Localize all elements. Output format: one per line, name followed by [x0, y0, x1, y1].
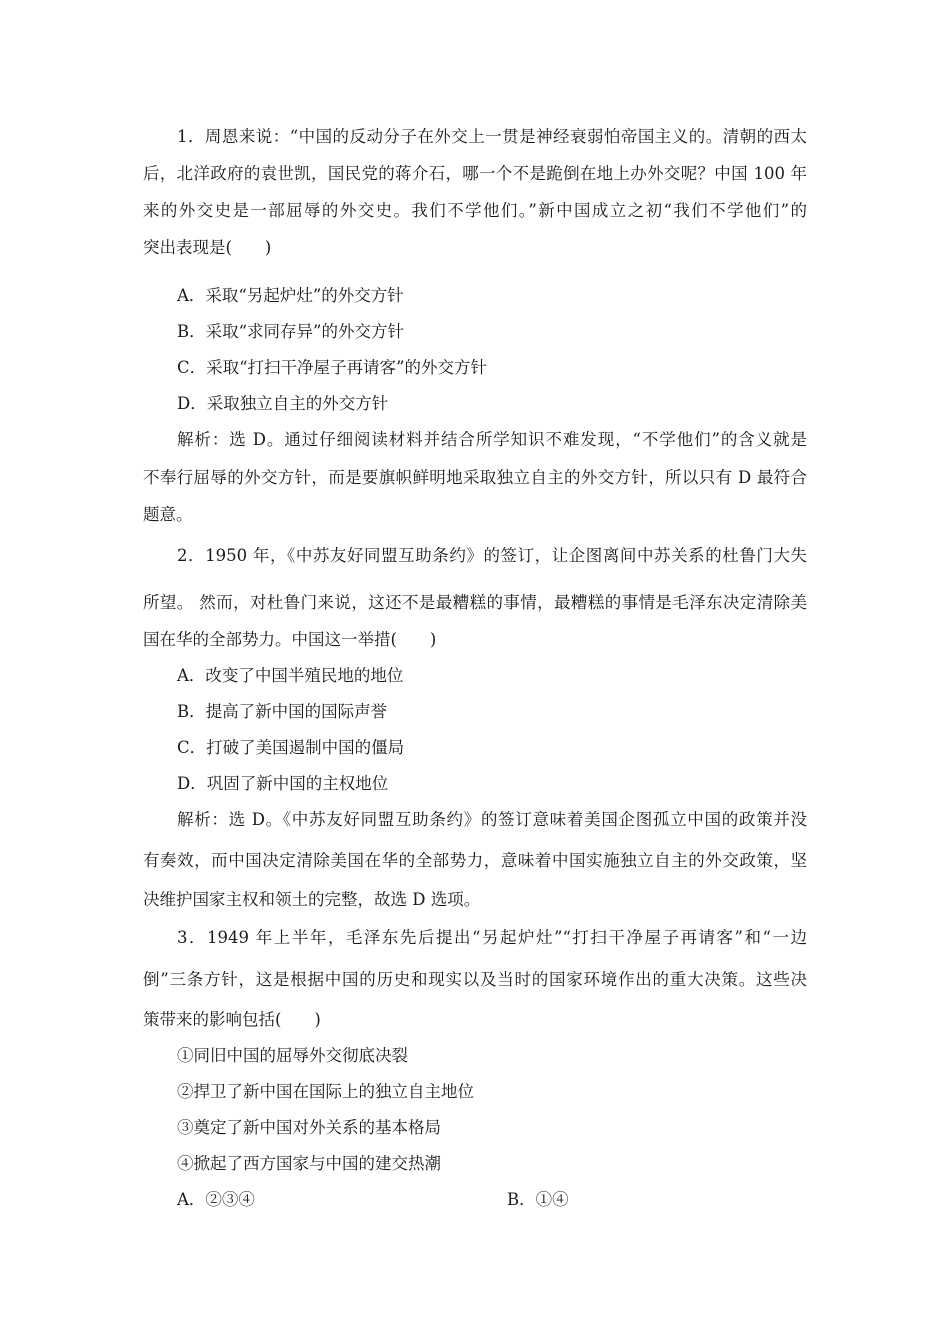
q2-option-c: C．打破了美国遏制中国的僵局 [177, 738, 405, 757]
q3-stem-line-3: 策带来的影响包括( ) [143, 1010, 321, 1029]
q2-stem-line-3: 国在华的全部势力。中国这一举措( ) [143, 630, 437, 649]
q3-item-2: ②捍卫了新中国在国际上的独立自主地位 [177, 1082, 474, 1101]
q1-stem-line-3: 来的外交史是一部屈辱的外交史。我们不学他们。”新中国成立之初“我们不学他们”的 [143, 201, 807, 220]
q1-stem-line-2: 后，北洋政府的袁世凯，国民党的蒋介石，哪一个不是跪倒在地上办外交呢？中国 100 年 [143, 164, 807, 183]
q1-option-a: A．采取“另起炉灶”的外交方针 [177, 286, 404, 305]
q3-item-3: ③奠定了新中国对外关系的基本格局 [177, 1118, 441, 1137]
q3-option-b: B．①④ [507, 1190, 569, 1209]
q2-stem-line-2: 所望。 然而，对杜鲁门来说，这还不是最糟糕的事情，最糟糕的事情是毛泽东决定清除美 [143, 593, 807, 612]
q2-analysis-line-2: 有奏效，而中国决定清除美国在华的全部势力，意味着中国实施独立自主的外交政策，坚 [143, 851, 807, 870]
q2-option-a: A．改变了中国半殖民地的地位 [177, 666, 404, 685]
q2-option-b: B．提高了新中国的国际声誉 [177, 702, 388, 721]
q1-option-d: D．采取独立自主的外交方针 [177, 394, 389, 413]
q3-stem-line-1: 3．1949 年上半年，毛泽东先后提出“另起炉灶”“打扫干净屋子再请客”和“一边 [177, 928, 807, 947]
q1-stem-line-4: 突出表现是( ) [143, 238, 272, 257]
q2-option-d: D．巩固了新中国的主权地位 [177, 774, 389, 793]
q2-stem-line-1: 2．1950 年，《中苏友好同盟互助条约》的签订，让企图离间中苏关系的杜鲁门大失 [177, 546, 807, 565]
q3-item-4: ④掀起了西方国家与中国的建交热潮 [177, 1154, 441, 1173]
q2-analysis-line-1: 解析：选 D。《中苏友好同盟互助条约》的签订意味着美国企图孤立中国的政策并没 [177, 810, 807, 829]
q1-analysis-line-1: 解析：选 D。通过仔细阅读材料并结合所学知识不难发现，“不学他们”的含义就是 [177, 430, 807, 449]
q1-option-c: C．采取“打扫干净屋子再请客”的外交方针 [177, 358, 487, 377]
q3-option-a: A．②③④ [177, 1190, 255, 1209]
q1-analysis-line-3: 题意。 [143, 505, 193, 524]
q1-analysis-line-2: 不奉行屈辱的外交方针，而是要旗帜鲜明地采取独立自主的外交方针，所以只有 D 最符合 [143, 468, 807, 487]
q3-item-1: ①同旧中国的屈辱外交彻底决裂 [177, 1046, 408, 1065]
q3-stem-line-2: 倒”三条方针，这是根据中国的历史和现实以及当时的国家环境作出的重大决策。这些决 [143, 970, 807, 989]
q1-stem-line-1: 1．周恩来说：“中国的反动分子在外交上一贯是神经衰弱怕帝国主义的。清朝的西太 [177, 127, 807, 146]
q2-analysis-line-3: 决维护国家主权和领土的完整，故选 D 选项。 [143, 890, 481, 909]
q1-option-b: B．采取“求同存异”的外交方针 [177, 322, 404, 341]
